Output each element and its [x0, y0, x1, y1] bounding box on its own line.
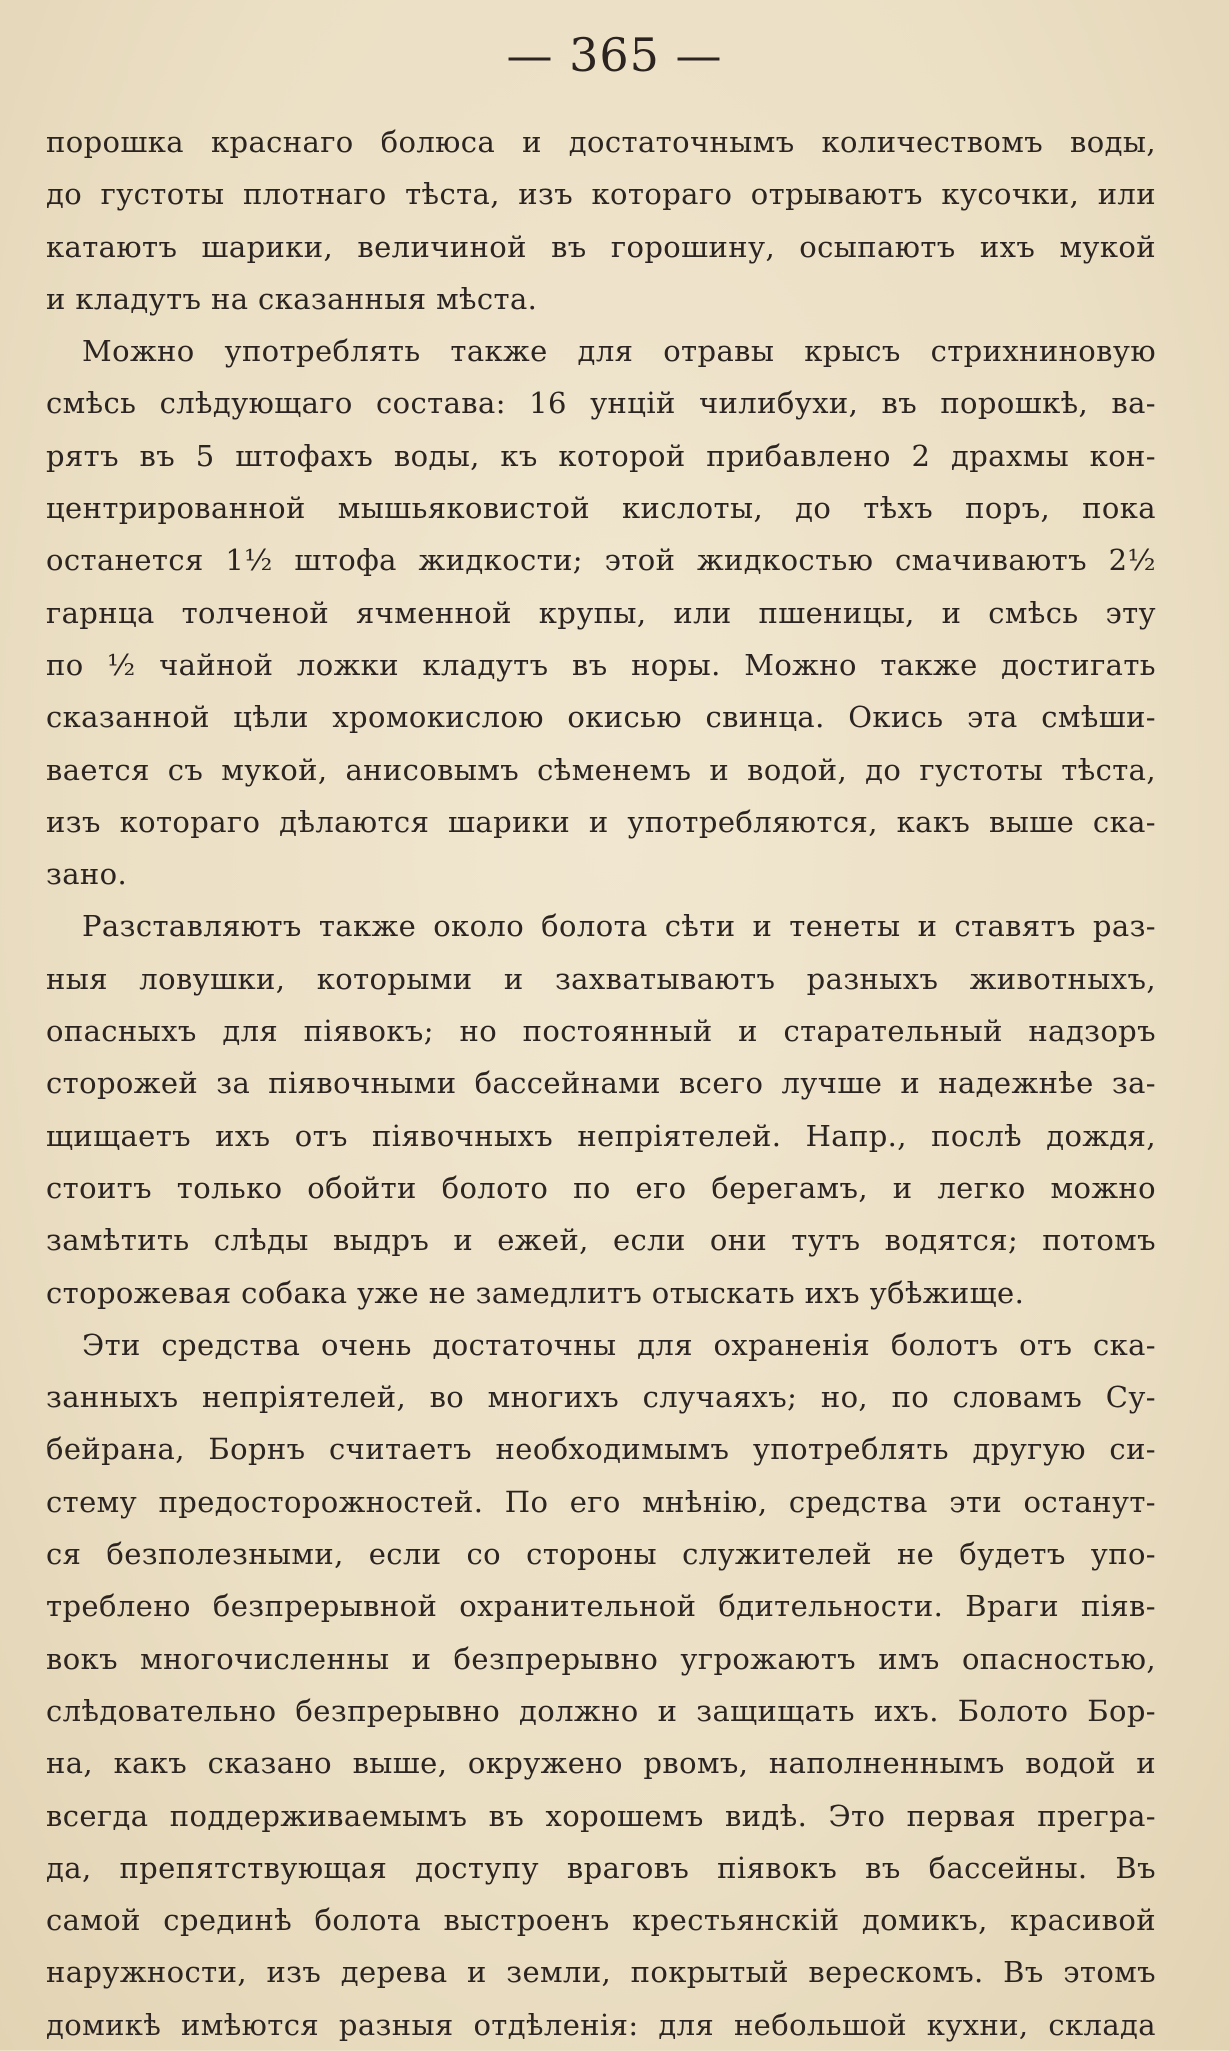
text-line: Разставляютъ также около болота сѣти и тенеты и ставятъ раз-: [82, 909, 1156, 944]
text-line: по ½ чайной ложки кладутъ въ норы. Можно также достигать: [46, 647, 1156, 682]
text-line: сказанной цѣли хромокислою окисью свинца. Окись эта смѣши-: [46, 700, 1156, 735]
text-line: всегда поддерживаемымъ въ хорошемъ видѣ. Это первая прегра-: [46, 1798, 1156, 1833]
text-line: щищаетъ ихъ отъ піявочныхъ непріятелей. Напр., послѣ дождя,: [46, 1118, 1156, 1153]
text-line: треблено безпрерывной охранительной бдительности. Враги піяв-: [46, 1589, 1156, 1624]
text-line: замѣтить слѣды выдръ и ежей, если они тутъ водятся; потомъ: [46, 1223, 1156, 1258]
text-line: ся безполезными, если со стороны служителей не будетъ упо-: [46, 1537, 1156, 1572]
text-line: вается съ мукой, анисовымъ сѣменемъ и водой, до густоты тѣста,: [46, 752, 1156, 787]
text-line: занныхъ непріятелей, во многихъ случаяхъ; но, по словамъ Су-: [46, 1380, 1156, 1415]
text-line: Можно употреблять также для отравы крысъ стрихниновую: [82, 334, 1156, 369]
text-line: останется 1½ штофа жидкости; этой жидкостью смачиваютъ 2½: [46, 543, 1156, 578]
text-line: Эти средства очень достаточны для охраненія болотъ отъ ска-: [82, 1327, 1156, 1362]
text-line: на, какъ сказано выше, окружено рвомъ, наполненнымъ водой и: [46, 1746, 1156, 1781]
text-line: сторожей за піявочными бассейнами всего лучше и надежнѣе за-: [46, 1066, 1156, 1101]
text-line: слѣдовательно безпрерывно должно и защищать ихъ. Болото Бор-: [46, 1693, 1156, 1728]
page-number: — 365 —: [506, 28, 723, 82]
text-line: стему предосторожностей. По его мнѣнію, средства эти останут-: [46, 1484, 1156, 1519]
text-line: сторожевая собака уже не замедлитъ отыскать ихъ убѣжище.: [46, 1275, 1025, 1310]
text-line: опасныхъ для піявокъ; но постоянный и старательный надзоръ: [46, 1014, 1156, 1049]
text-line: центрированной мышьяковистой кислоты, до тѣхъ поръ, пока: [46, 491, 1156, 526]
text-line: самой срединѣ болота выстроенъ крестьянскій домикъ, красивой: [46, 1903, 1156, 1938]
text-line: наружности, изъ дерева и земли, покрытый верескомъ. Въ этомъ: [46, 1955, 1156, 1990]
text-line: бейрана, Борнъ считаетъ необходимымъ употреблять другую си-: [46, 1432, 1156, 1467]
text-line: катаютъ шарики, величиной въ горошину, осыпаютъ ихъ мукой: [46, 229, 1156, 264]
body-text: [46, 116, 1156, 2051]
text-line: и кладутъ на сказанныя мѣста.: [46, 281, 538, 316]
text-line: ныя ловушки, которыми и захватываютъ разныхъ животныхъ,: [46, 961, 1156, 996]
text-line: зано.: [46, 857, 128, 892]
text-line: стоитъ только обойти болото по его берегамъ, и легко можно: [46, 1170, 1156, 1205]
text-line: порошка краснаго болюса и достаточнымъ количествомъ воды,: [46, 125, 1156, 159]
text-line: гарнца толченой ячменной крупы, или пшеницы, и смѣсь эту: [46, 595, 1156, 630]
text-line: изъ котораго дѣлаются шарики и употребляются, какъ выше ска-: [46, 804, 1156, 839]
text-line: смѣсь слѣдующаго состава: 16 унцій чилибухи, въ порошкѣ, ва-: [46, 386, 1156, 421]
text-line: да, препятствующая доступу враговъ піявокъ въ бассейны. Въ: [46, 1850, 1156, 1885]
text-line: вокъ многочисленны и безпрерывно угрожаютъ имъ опасностью,: [46, 1641, 1156, 1676]
text-line: до густоты плотнаго тѣста, изъ котораго отрываютъ кусочки, или: [46, 177, 1156, 212]
text-line: рятъ въ 5 штофахъ воды, къ которой прибавлено 2 драхмы кон-: [46, 438, 1156, 473]
text-line: домикѣ имѣются разныя отдѣленія: для небольшой кухни, склада: [46, 2007, 1156, 2042]
